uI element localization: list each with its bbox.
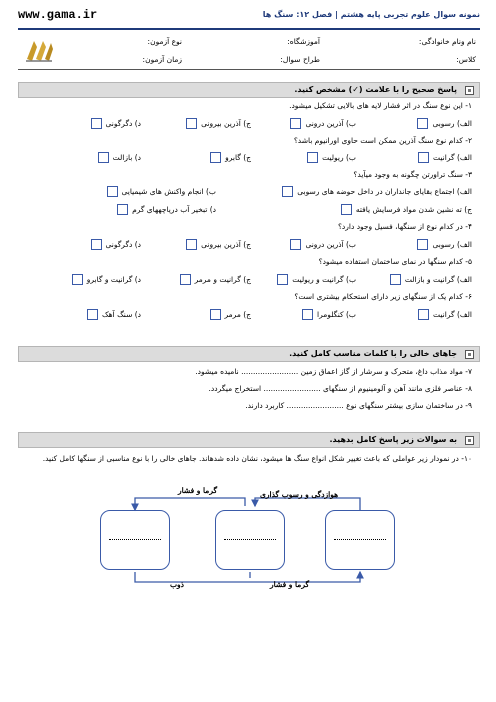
q6-option-c[interactable]: ج) مرمر <box>210 309 251 320</box>
exam-time-label: زمان آزمون: <box>142 55 182 64</box>
section-marker-icon <box>465 350 474 359</box>
q1-option-d[interactable]: د) دگرگونی <box>91 118 141 129</box>
checkbox-icon[interactable] <box>290 118 301 129</box>
blank-box-left[interactable] <box>100 510 170 570</box>
checkbox-icon[interactable] <box>117 204 128 215</box>
checkbox-icon[interactable] <box>91 239 102 250</box>
q5-option-d[interactable]: د) گرانیت و گابرو <box>72 274 141 285</box>
designer-label: طراح سوال: <box>280 55 320 64</box>
checkbox-icon[interactable] <box>302 309 313 320</box>
checkbox-icon[interactable] <box>341 204 352 215</box>
section-1-header <box>18 82 480 98</box>
checkbox-icon[interactable] <box>186 239 197 250</box>
q3-option-a[interactable]: الف) اجتماع بقایای جانداران در داخل حوضه های رسوبی <box>282 186 472 197</box>
q5-option-c[interactable]: ج) گرانیت و مرمر <box>180 274 251 285</box>
checkbox-icon[interactable] <box>91 118 102 129</box>
checkbox-icon[interactable] <box>418 309 429 320</box>
rock-cycle-diagram <box>60 480 440 590</box>
q6-option-b[interactable]: ب) کنگلومرا <box>302 309 356 320</box>
q4-option-c[interactable]: ج) آذرین بیرونی <box>186 239 251 250</box>
exam-type-label: نوع آزمون: <box>147 37 182 46</box>
section-3-header <box>18 432 480 448</box>
question-2: ۲- کدام نوع سنگ آذرین ممکن است حاوی اورانیوم باشد؟ <box>293 136 472 145</box>
section-1-title: پاسخ صحیح را با علامت (✓) مشخص کنید. <box>294 85 457 94</box>
student-info-header <box>18 28 480 70</box>
q6-option-a[interactable]: الف) گرانیت <box>418 309 472 320</box>
section-2-header <box>18 346 480 362</box>
q2-option-b[interactable]: ب) ریولیت <box>307 152 356 163</box>
label-melting: ذوب <box>170 580 185 589</box>
q5-option-a[interactable]: الف) گرانیت و بازالت <box>390 274 472 285</box>
q2-option-d[interactable]: د) بازالت <box>98 152 141 163</box>
label-weathering-deposition: هوازدگی و رسوب گذاری <box>260 490 339 499</box>
section-2-title: جاهای خالی را با کلمات مناسب کامل کنید. <box>289 349 457 358</box>
q6-option-d[interactable]: د) سنگ آهک <box>87 309 141 320</box>
checkbox-icon[interactable] <box>210 309 221 320</box>
question-8: ۸- عناصر فلزی مانند آهن و آلومینیوم از سنگهای ........................ استخراج میگردد. <box>208 384 472 393</box>
question-4: ۴- در کدام نوع از سنگها، فسیل وجود دارد؟ <box>337 222 472 231</box>
q1-option-b[interactable]: ب) آذرین درونی <box>290 118 356 129</box>
checkbox-icon[interactable] <box>290 239 301 250</box>
blank-box-middle[interactable] <box>215 510 285 570</box>
checkbox-icon[interactable] <box>107 186 118 197</box>
q2-option-a[interactable]: الف) گرانیت <box>418 152 472 163</box>
label-heat-pressure-bottom: گرما و فشار <box>270 580 310 589</box>
checkbox-icon[interactable] <box>87 309 98 320</box>
class-label: کلاس: <box>456 55 476 64</box>
q3-option-d[interactable]: د) تبخیر آب دریاچههای گرم <box>117 204 216 215</box>
school-label: آموزشگاه: <box>287 37 320 46</box>
checkbox-icon[interactable] <box>72 274 83 285</box>
question-5: ۵- کدام سنگها در نمای ساختمان استفاده میشود؟ <box>318 257 472 266</box>
section-marker-icon <box>465 86 474 95</box>
top-banner <box>18 8 480 26</box>
checkbox-icon[interactable] <box>180 274 191 285</box>
checkbox-icon[interactable] <box>277 274 288 285</box>
checkbox-icon[interactable] <box>417 118 428 129</box>
q1-option-c[interactable]: ج) آذرین بیرونی <box>186 118 251 129</box>
question-1: ۱- این نوع سنگ در اثر فشار لایه های بالایی تشکیل میشود. <box>289 101 472 110</box>
section-marker-icon <box>465 436 474 445</box>
q1-option-a[interactable]: الف) رسوبی <box>417 118 472 129</box>
checkbox-icon[interactable] <box>418 152 429 163</box>
q3-option-b[interactable]: ب) انجام واکنش های شیمیایی <box>107 186 216 197</box>
q4-option-a[interactable]: الف) رسوبی <box>417 239 472 250</box>
checkbox-icon[interactable] <box>210 152 221 163</box>
section-3-title: به سوالات زیر پاسخ کامل بدهید. <box>329 435 457 444</box>
question-9: ۹- در ساختمان سازی بیشتر سنگهای نوع ........................ کاربرد دارند. <box>245 401 472 410</box>
checkbox-icon[interactable] <box>417 239 428 250</box>
label-heat-pressure-top: گرما و فشار <box>178 486 218 495</box>
name-label: نام ونام خانوادگی: <box>418 37 476 46</box>
document-title: نمونه سوال علوم تجربی پایه هشتم | فصل ۱۲: سنگ ها <box>262 10 480 19</box>
question-10: ۱۰- در نمودار زیر عواملی که باعث تغییر شکل انواع سنگ ها میشود، نشان داده شدهاند. جاهای خالی را با نوع مناسبی از سنگها کامل کنید. <box>42 454 472 463</box>
checkbox-icon[interactable] <box>307 152 318 163</box>
checkbox-icon[interactable] <box>282 186 293 197</box>
question-7: ۷- مواد مذاب داغ، متحرک و سرشار از گاز اعماق زمین ........................ نامیده میشود. <box>195 367 472 376</box>
q3-option-c[interactable]: ج) ته نشین شدن مواد فرسایش یافته <box>341 204 472 215</box>
site-logo-text[interactable]: www.gama.ir <box>18 8 98 22</box>
q5-option-b[interactable]: ب) گرانیت و ریولیت <box>277 274 356 285</box>
q4-option-b[interactable]: ب) آذرین درونی <box>290 239 356 250</box>
checkbox-icon[interactable] <box>98 152 109 163</box>
q4-option-d[interactable]: د) دگرگونی <box>91 239 141 250</box>
blank-box-right[interactable] <box>325 510 395 570</box>
gama-logo-icon <box>24 37 54 65</box>
q2-option-c[interactable]: ج) گابرو <box>210 152 251 163</box>
checkbox-icon[interactable] <box>186 118 197 129</box>
checkbox-icon[interactable] <box>390 274 401 285</box>
question-6: ۶- کدام یک از سنگهای زیر دارای استحکام بیشتری است؟ <box>294 292 472 301</box>
question-3: ۳- سنگ تراورتن چگونه به وجود میآید؟ <box>353 170 472 179</box>
